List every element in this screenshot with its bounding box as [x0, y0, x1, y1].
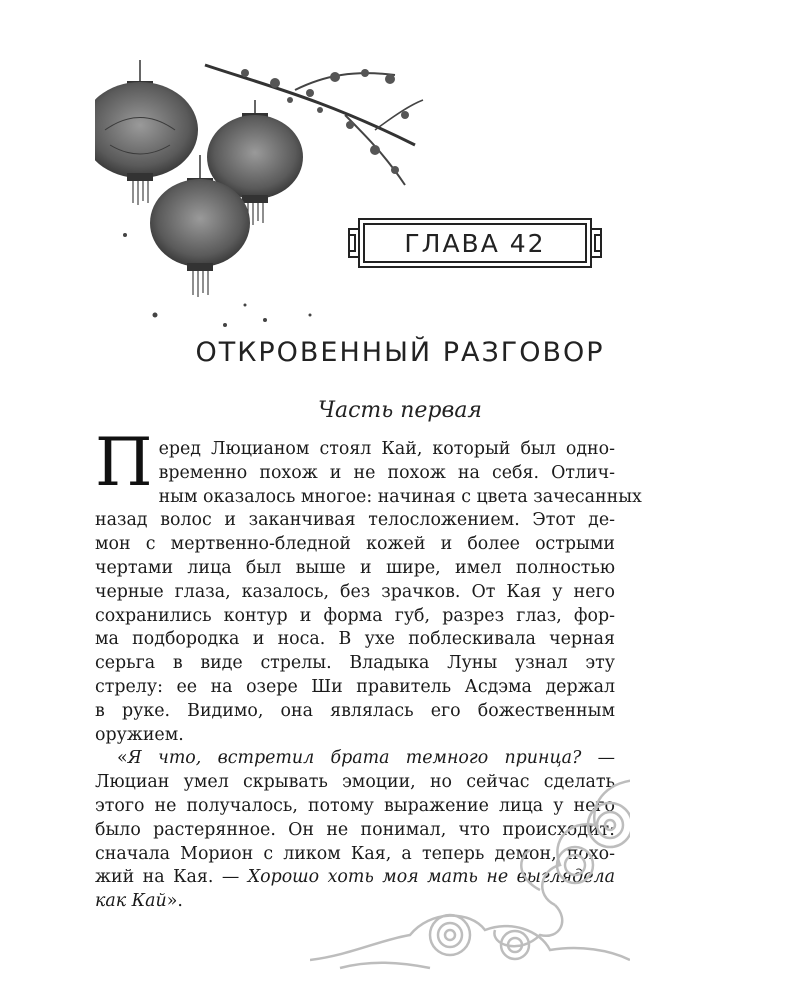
text-line: чертами лица был выше и шире, имел полностью	[95, 557, 615, 578]
text-line: Люциан умел скрывать эмоции, но сейчас сделать	[95, 772, 615, 793]
italic-fragment: Хорошо хоть моя мать не выглядела	[247, 867, 615, 888]
text-line: было растерянное. Он не понимал, что происходит:	[95, 819, 615, 840]
cloud-ornament	[310, 770, 630, 970]
text-fragment: «	[117, 748, 128, 769]
chapter-frame	[345, 215, 605, 271]
lantern-illustration	[95, 45, 425, 335]
text-line: временно похож и не похож на себя. Отлич-	[158, 462, 615, 483]
text-line: назад волос и заканчивая телосложением. Этот де-	[95, 510, 615, 531]
text-line: этого не получалось, потому выражение лица у него	[95, 795, 615, 816]
text-line	[95, 747, 615, 771]
text-line: сначала Морион с ликом Кая, а теперь демон, похо-	[95, 843, 615, 864]
text-fragment: жий на Кая. —	[95, 867, 248, 888]
text-fragment: ».	[166, 891, 183, 912]
chapter-title: ОТКРОВЕННЫЙ РАЗГОВОР	[195, 337, 605, 368]
text-line: серьга в виде стрелы. Владыка Луны узнал эту	[95, 653, 615, 674]
italic-fragment: Я что, встретил брата темного принца? —	[127, 748, 615, 769]
text-line: ным оказалось многое: начиная с цвета зачесанных	[158, 486, 642, 507]
text-line: еред Люцианом стоял Кай, который был одно-	[158, 439, 615, 459]
text-line: черные глаза, казалось, без зрачков. От Кая у него	[95, 581, 615, 602]
text-line: сохранились контур и форма губ, разрез глаз, фор-	[95, 605, 615, 626]
text-line: ма подбородка и носа. В ухе поблескивала черная	[95, 629, 615, 650]
text-line: оружием.	[95, 724, 184, 745]
chapter-number: ГЛАВА 42	[404, 228, 546, 258]
text-line: стрелу: ее на озере Ши правитель Асдэма держал	[95, 676, 615, 697]
italic-fragment: как Кай	[95, 891, 167, 912]
chapter-subtitle: Часть первая	[317, 398, 483, 423]
text-line: мон с мертвенно-бледной кожей и более острыми	[95, 534, 615, 555]
drop-cap: П	[95, 424, 153, 501]
text-line: в руке. Видимо, она являлась его божественным	[95, 700, 615, 721]
